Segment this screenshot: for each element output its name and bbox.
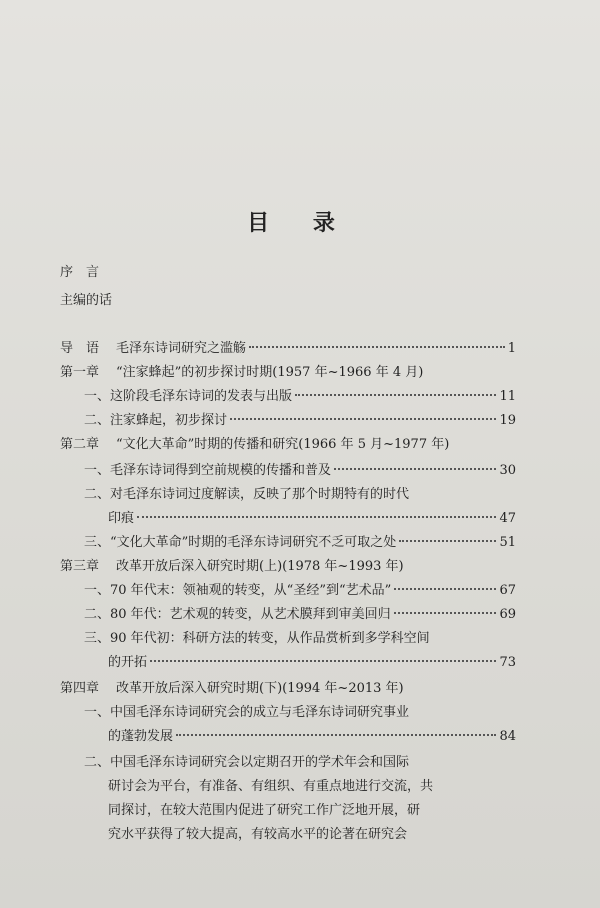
dot-leader bbox=[150, 660, 496, 662]
toc-ch4-section-1-line1: 一、中国毛泽东诗词研究会的成立与毛泽东诗词研究事业 bbox=[84, 705, 410, 720]
toc-ch3-section-1 bbox=[84, 582, 516, 600]
section-title: 二、80 年代：艺术观的转变，从艺术膜拜到审美回归 bbox=[84, 607, 391, 622]
toc-ch3-section-3 bbox=[108, 654, 516, 672]
toc-chapter-2 bbox=[60, 436, 600, 454]
toc-ch3-section-2 bbox=[84, 606, 516, 624]
chapter-title: 改革开放后深入研究时期(下)(1994 年~2013 年) bbox=[116, 681, 404, 696]
chapter-label: 第四章 bbox=[60, 681, 100, 696]
chapter-label: 第二章 bbox=[60, 437, 100, 452]
toc-ch4-section-1 bbox=[108, 728, 516, 746]
toc-chapter-3 bbox=[60, 558, 600, 576]
page-number: 11 bbox=[499, 389, 516, 404]
toc-ch4-section-2-line1: 二、中国毛泽东诗词研究会以定期召开的学术年会和国际 bbox=[84, 755, 410, 770]
dot-leader bbox=[399, 540, 496, 542]
toc-ch2-section-1 bbox=[84, 462, 516, 480]
chapter-label: 第一章 bbox=[60, 365, 100, 380]
page-number: 67 bbox=[499, 583, 516, 598]
intro-label: 导 语 bbox=[60, 341, 100, 356]
chapter-title: “注家蜂起”的初步探讨时期(1957 年~1966 年 4 月) bbox=[116, 365, 424, 380]
toc-ch1-section-1 bbox=[84, 388, 516, 406]
page-number: 69 bbox=[499, 607, 516, 622]
section-title: 一、70 年代末：领袖观的转变，从“圣经”到“艺术品” bbox=[84, 583, 392, 598]
toc-ch3-section-3-line1: 三、90 年代初：科研方法的转变，从作品赏析到多学科空间 bbox=[84, 631, 430, 646]
page-number: 51 bbox=[499, 535, 516, 550]
dot-leader bbox=[295, 394, 496, 396]
toc-ch4-section-2-line2: 研讨会为平台，有准备、有组织、有重点地进行交流，共 bbox=[108, 779, 434, 794]
dot-leader bbox=[230, 418, 496, 420]
page-number: 19 bbox=[499, 413, 516, 428]
intro-text: 毛泽东诗词研究之滥觞 bbox=[116, 341, 247, 356]
section-title: 二、注家蜂起，初步探讨 bbox=[84, 413, 228, 428]
page-number: 84 bbox=[499, 729, 516, 744]
dot-leader bbox=[249, 346, 505, 348]
toc-chapter-1 bbox=[60, 364, 600, 382]
dot-leader bbox=[334, 468, 496, 470]
page-title: 目 录 bbox=[247, 211, 353, 236]
dot-leader bbox=[394, 588, 496, 590]
toc-chapter-4 bbox=[60, 680, 600, 698]
section-title: 一、毛泽东诗词得到空前规模的传播和普及 bbox=[84, 463, 332, 478]
toc-ch4-section-2-line4: 究水平获得了较大提高，有较高水平的论著在研究会 bbox=[108, 827, 408, 842]
toc-ch2-section-2-line1: 二、对毛泽东诗词过度解读，反映了那个时期特有的时代 bbox=[84, 487, 410, 502]
chapter-title: “文化大革命”时期的传播和研究(1966 年 5 月~1977 年) bbox=[116, 437, 450, 452]
toc-ch1-section-2 bbox=[84, 412, 516, 430]
page-number: 30 bbox=[499, 463, 516, 478]
section-title-cont: 印痕 bbox=[108, 511, 135, 526]
toc-ch2-section-3 bbox=[84, 534, 516, 552]
chapter-title: 改革开放后深入研究时期(上)(1978 年~1993 年) bbox=[116, 559, 404, 574]
toc-ch2-section-2 bbox=[108, 510, 516, 528]
page-number: 47 bbox=[499, 511, 516, 526]
page-number: 1 bbox=[507, 341, 516, 356]
section-title-cont: 的开拓 bbox=[108, 655, 148, 670]
chapter-label: 第三章 bbox=[60, 559, 100, 574]
toc-ch4-section-2-line3: 同探讨，在较大范围内促进了研究工作广泛地开展，研 bbox=[108, 803, 421, 818]
toc-preface: 序 言 bbox=[60, 265, 100, 280]
section-title: 一、这阶段毛泽东诗词的发表与出版 bbox=[84, 389, 293, 404]
section-title-cont: 的蓬勃发展 bbox=[108, 729, 174, 744]
toc-intro bbox=[60, 340, 516, 358]
section-title: 三、“文化大革命”时期的毛泽东诗词研究不乏可取之处 bbox=[84, 535, 397, 550]
dot-leader bbox=[394, 612, 497, 614]
dot-leader bbox=[137, 516, 496, 518]
toc-editor-note: 主编的话 bbox=[60, 293, 113, 308]
page-number: 73 bbox=[499, 655, 516, 670]
dot-leader bbox=[176, 734, 496, 736]
